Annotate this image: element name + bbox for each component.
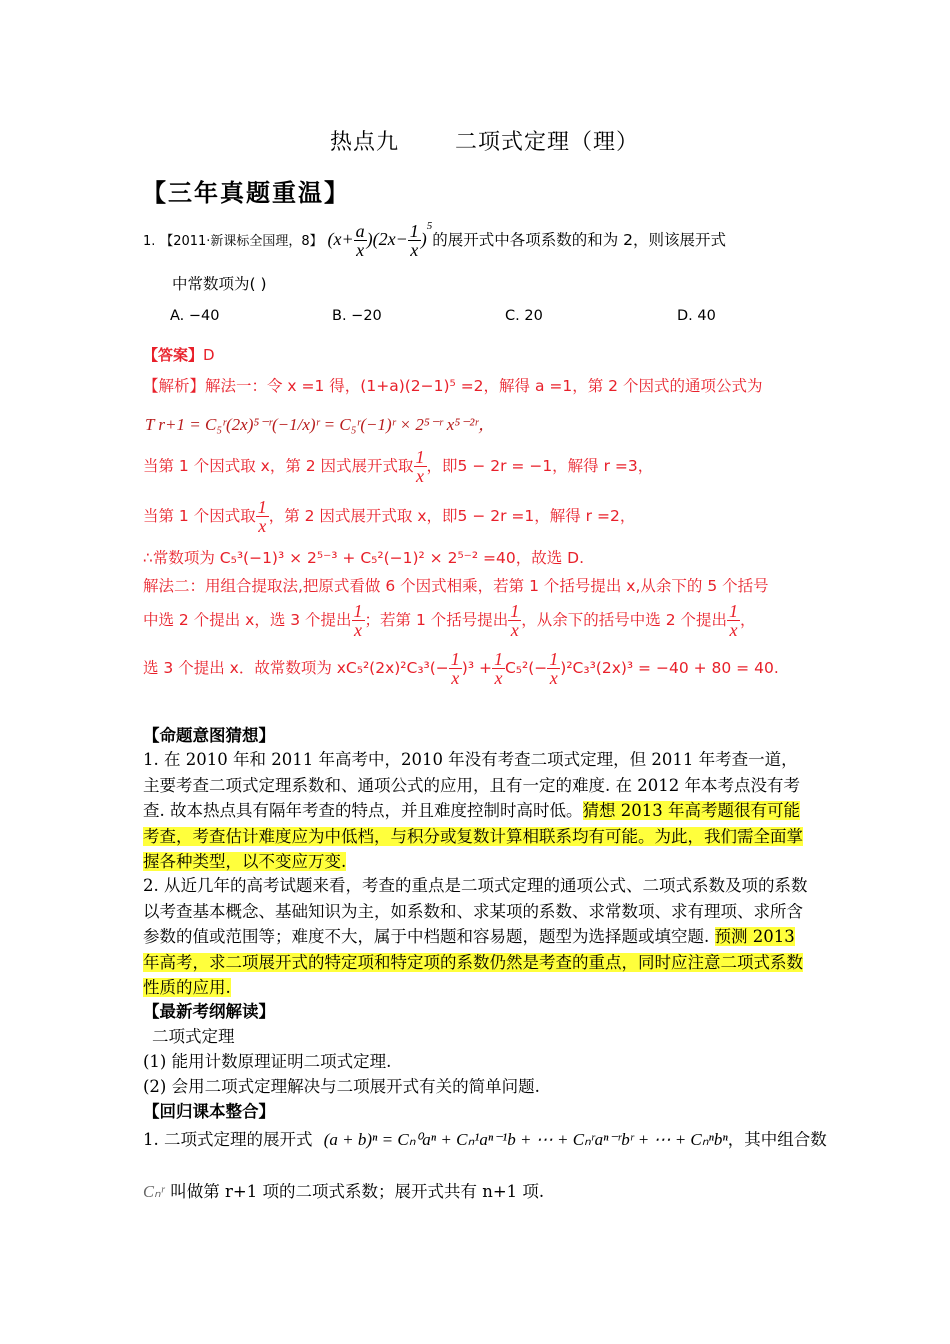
option-a: A. −40 (170, 308, 220, 324)
textbook-line-1 (143, 1126, 827, 1150)
frac-one-over-x: $\frac{1}{x}$ (450, 649, 460, 688)
analysis-line-8b: )³ + (461, 659, 492, 677)
analysis-line-5: ∴常数项为 C₅³(−1)³ × 2⁵⁻³ + C₅²(−1)² × 2⁵⁻² =40，故选 D. (143, 549, 584, 567)
textbook-line-2 (143, 1178, 544, 1202)
intent-p1-highlight: 猜想 2013 年高考题很有可能考查，考查估计难度应为中低档，与积分或复数计算相联系均有可能。为此，我们需全面掌握各种类型，以不变应万变. (143, 801, 803, 871)
q1-expr-a: (x+ (327, 229, 354, 249)
analysis-line-7 (143, 602, 756, 639)
q1-frac-b: $\frac{1}{x}$ (409, 221, 419, 260)
frac-one-over-x: $\frac{1}{x}$ (728, 601, 738, 640)
answer-label: 【答案】 (143, 346, 204, 364)
syllabus-line-2: (1) 能用计数原理证明二项式定理. (143, 1052, 392, 1071)
analysis-line-8d: )²C₃³(2x)³ = −40 + 80 = 40. (560, 659, 779, 677)
q1-text-1: 的展开式中各项系数的和为 2，则该展开式 (432, 231, 727, 249)
option-b: B. −20 (332, 308, 382, 324)
analysis-line-7c: ，从余下的括号中选 2 个提出 (521, 611, 727, 629)
analysis-line-3a: 当第 1 个因式取 x，第 2 因式展开式取 (143, 457, 414, 475)
textbook-line-1a: 1. 二项式定理的展开式 (143, 1130, 313, 1149)
textbook-line-2-text: 叫做第 r+1 项的二项式系数；展开式共有 n+1 项. (170, 1182, 545, 1201)
frac-one-over-x: $\frac{1}{x}$ (415, 447, 425, 486)
analysis-line-7b: ；若第 1 个括号提出 (364, 611, 509, 629)
q1-frac-a: $\frac{a}{x}$ (355, 221, 365, 260)
frac-one-over-x: $\frac{1}{x}$ (549, 649, 559, 688)
combination-symbol: Cₙʳ (143, 1182, 165, 1201)
intent-heading: 【命题意图猜想】 (143, 726, 275, 745)
option-c: C. 20 (505, 308, 543, 324)
analysis-line-2: T r+1 = C₅ʳ(2x)⁵⁻ʳ(−1/x)ʳ = C₅ʳ(−1)ʳ × 2⁵⁻ʳ x⁵⁻²ʳ， (145, 415, 496, 434)
analysis-line-8 (143, 650, 779, 687)
analysis-line-8a: 选 3 个提出 x．故常数项为 xC₅²(2x)²C₃³(− (143, 659, 449, 677)
frac-one-over-x: $\frac{1}{x}$ (257, 497, 267, 536)
syllabus-heading: 【最新考纲解读】 (143, 1002, 275, 1021)
question-1-line2: 中常数项为( ) (172, 275, 267, 293)
analysis-line-4 (143, 498, 635, 535)
analysis-line-7a: 中选 2 个提出 x，选 3 个提出 (143, 611, 352, 629)
analysis-line-3 (143, 448, 653, 485)
frac-one-over-x: $\frac{1}{x}$ (493, 649, 503, 688)
textbook-line-1b: ，其中组合数 (727, 1130, 827, 1149)
intent-para-1 (143, 747, 808, 875)
syllabus-line-1: 二项式定理 (152, 1027, 235, 1046)
textbook-heading: 【回归课本整合】 (143, 1102, 275, 1121)
option-d: D. 40 (677, 308, 716, 324)
q1-expr-c: ) (420, 229, 427, 249)
analysis-line-6: 解法二：用组合提取法,把原式看做 6 个因式相乘，若第 1 个括号提出 x,从余下的 5 个括号 (143, 577, 769, 595)
frac-one-over-x: $\frac{1}{x}$ (510, 601, 520, 640)
q1-source: 【2011·新课标全国理，8】 (160, 234, 323, 249)
intent-p2-highlight: 预测 2013 年高考，求二项展开式的特定项和特定项的系数仍然是考查的重点，同时应注意二项式系数性质的应用. (143, 927, 803, 997)
q1-expr-b: )(2x− (366, 229, 408, 249)
intent-para-2 (143, 873, 808, 1001)
section-review-heading: 【三年真题重温】 (142, 178, 350, 207)
analysis-line-1: 【解析】解法一：令 x =1 得，(1+a)(2−1)⁵ =2，解得 a =1，第 2 个因式的通项公式为 (143, 377, 763, 395)
page-title (330, 125, 639, 156)
analysis-line-4b: ，第 2 因式展开式取 x，即5 − 2r =1，解得 r =2， (268, 507, 636, 525)
title-right: 二项式定理（理） (455, 130, 640, 155)
analysis-line-4a: 当第 1 个因式取 (143, 507, 256, 525)
answer-line (143, 344, 215, 365)
intent-p1-text: 1. 在 2010 年和 2011 年高考中，2010 年没有考查二项式定理，但 2011 年考查一道，主要考查二项式定理系数和、通项公式的应用，且有一定的难度. 在 2012 年本考点没有考查. 故本热点具有隔年考查的特点，并且难度控制时高时低。 (143, 750, 800, 820)
q1-number: 1. (143, 234, 156, 249)
analysis-line-8c: C₅²(− (504, 659, 548, 677)
q1-exp: 5 (426, 220, 433, 232)
question-1-line1 (143, 222, 726, 259)
binomial-formula: (a + b)ⁿ = Cₙ⁰aⁿ + Cₙ¹aⁿ⁻¹b + ⋯ + Cₙʳaⁿ⁻ʳbʳ + ⋯ + Cₙⁿbⁿ (323, 1130, 728, 1149)
intent-p2-text: 2. 从近几年的高考试题来看，考查的重点是二项式定理的通项公式、二项式系数及项的系数以考查基本概念、基础知识为主，如系数和、求某项的系数、求常数项、求有理项、求所含参数的值或范围等；难度不大，属于中档题和容易题，题型为选择题或填空题. (143, 876, 808, 946)
answer-value: D (203, 346, 215, 364)
title-left: 热点九 (330, 130, 400, 155)
syllabus-line-3: (2) 会用二项式定理解决与二项展开式有关的简单问题. (143, 1077, 540, 1096)
frac-one-over-x: $\frac{1}{x}$ (353, 601, 363, 640)
analysis-line-7d: ， (739, 611, 756, 629)
analysis-line-3b: ，即5 − 2r = −1，解得 r =3， (426, 457, 654, 475)
